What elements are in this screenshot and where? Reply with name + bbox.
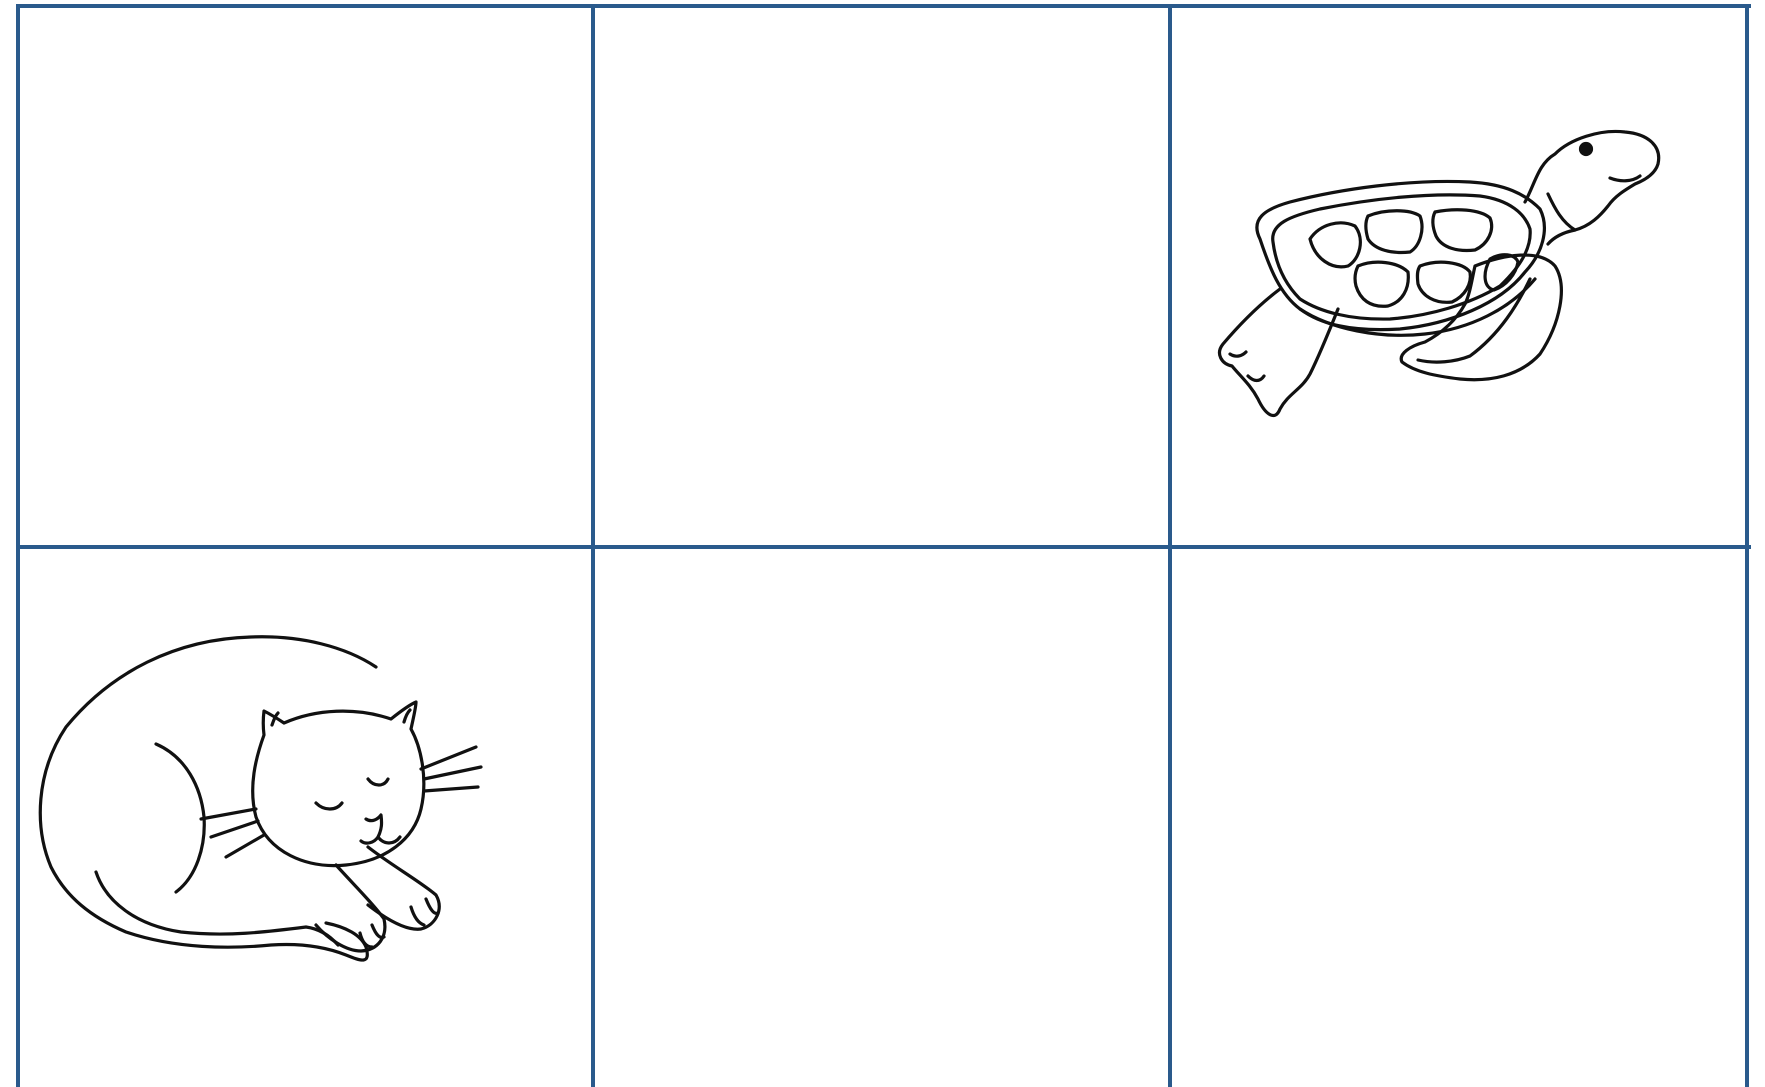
grid-cell-row2-col1 bbox=[16, 547, 593, 1087]
grid-cell-row1-col2 bbox=[593, 4, 1170, 547]
grid-cell-row2-col3 bbox=[1170, 547, 1748, 1087]
grid-border-left bbox=[16, 4, 20, 1087]
grid-border-top bbox=[16, 4, 1751, 8]
grid-cell-row2-col2 bbox=[593, 547, 1170, 1087]
grid-border-right bbox=[1745, 4, 1749, 1087]
grid-border-middle-horizontal bbox=[16, 545, 1751, 549]
picture-grid bbox=[16, 4, 1751, 1087]
grid-cell-row1-col1 bbox=[16, 4, 593, 547]
grid-divider-vertical-2 bbox=[1168, 4, 1172, 1087]
sleeping-cat-icon bbox=[16, 547, 593, 1087]
sea-turtle-icon bbox=[1170, 4, 1748, 547]
grid-cell-row1-col3 bbox=[1170, 4, 1748, 547]
grid-divider-vertical-1 bbox=[591, 4, 595, 1087]
